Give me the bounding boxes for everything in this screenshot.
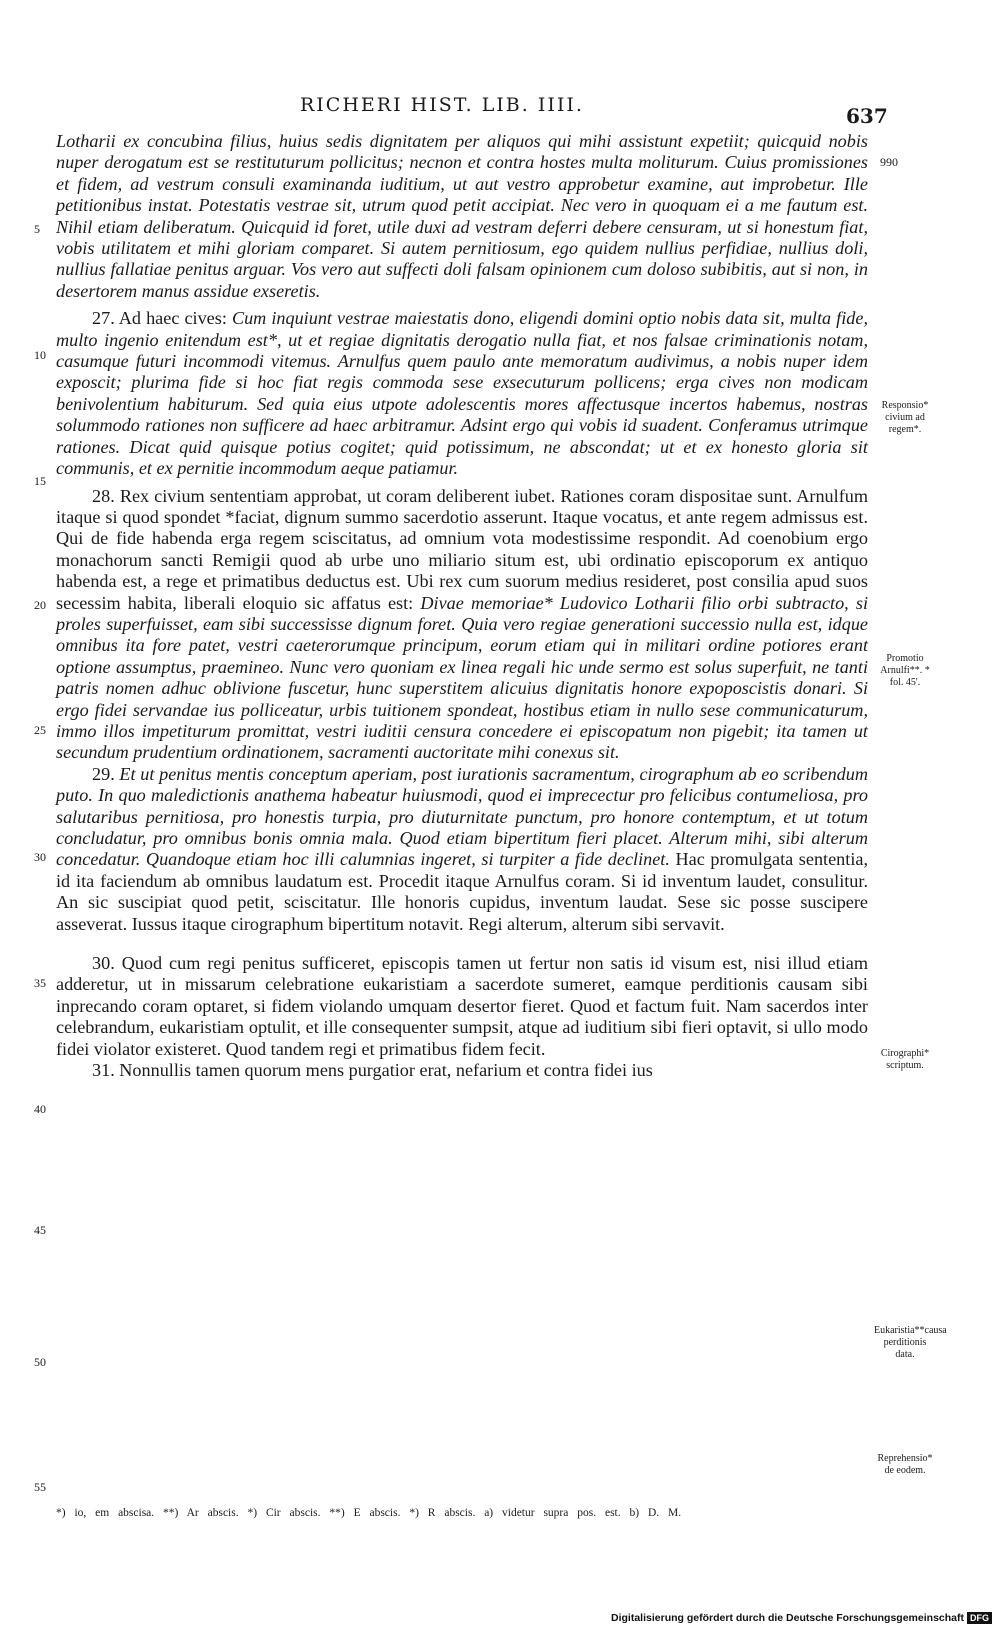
paragraph-text: Cum inquiunt vestrae maiestatis dono, eligendi domini optio nobis data sit, multa fide, multo ingenio enitendum est*, ut et regiae dignitatis derogatio nulla fiat, et nos falsae criminationis notam, casumque futuri incommodi vitemus. Arnulfus quem paulo ante memoratum audivimus, a nobis nuper idem exposcit; plurima fide si hoc fiat regis commoda sese exsecuturum pollicens; erga cives non modicam benivolentium habiturum. Sed quia eius utpote adolescentis mores affectusque incertos habemus, nostras solummodo rationes non sufficere ad haec arbitramur. Adsint ergo qui vobis id suadent. Conferamus utrimque rationes. Dicat quid quisque potius cogitet; quid potissimum, ne abscondat; ut et ex honesto gloria sit communis, et ex pernitie incommodum aeque patiamur. — [56, 308, 869, 479]
line-number: 10 — [34, 348, 46, 362]
line-number: 35 — [34, 976, 46, 990]
margin-note: Cirographi* scriptum. — [880, 1048, 930, 1071]
margin-year: 990 — [880, 155, 898, 169]
paragraph-text: Hac promulgata sententia, id ita faciendum ab omnibus laudatum est. Procedit itaque Arnulfus coram. Si id inventum laudet, consulitur. An sic suscipiat quod petit, sciscitatur. Ille honoris cupidus, inventum laudat. Sese sic posse suscipere asseverat. Iussus itaque cirographum bipertitum notavit. Regi alterum, alterum sibi servavit. — [56, 849, 868, 934]
footnote: b) D. M. — [629, 1507, 682, 1519]
footnote: **) E abscis. — [329, 1507, 401, 1519]
page-number: 637 — [846, 104, 888, 128]
line-number: 5 — [34, 222, 40, 236]
footnotes — [56, 1507, 886, 1519]
paragraph-28 — [56, 486, 868, 764]
paragraph-text: Rex civium sententiam approbat, ut coram deliberent iubet. Rationes coram dispositae sunt. Arnulfum itaque si quod spondet *faciat, dignum summo sacerdotio asserunt. Itaque vocatus, et ante regem admissus est. Qui de fide habenda erga regem sciscitatus, ad omnium vota modestissime respondit. Ad coenobium ergo monachorum sancti Remigii quod ab urbe uno miliario situm est, ubi ordinatio episcoporum ex antiquo habenda est, a rege et primatibus deductus est. Ubi rex cum suorum medius resideret, post consilia apud suos secessim habita, liberali eloquio sic affatus est: — [56, 485, 869, 613]
section-number: 29. — [92, 763, 115, 784]
line-number: 25 — [34, 723, 46, 737]
line-number: 45 — [34, 1223, 46, 1237]
running-title: RICHERI HIST. LIB. IIII. — [300, 94, 584, 116]
paragraph-29 — [56, 764, 868, 935]
dfg-logo: DFG — [967, 1612, 992, 1624]
margin-note: Responsio* civium ad regem*. — [881, 400, 929, 435]
royal-speech: Divae memoriae* Ludovico Lotharii filio orbi subtracto, si proles superfuisset, eam sibi successisse dignum foret. Quia vero regiae generationi successio nulla est, idque omnibus ita fore patet, vestri caeterorumque principum, eorum etiam qui in militari ordine potiores erant optione assumptus, praemineo. Nunc vero quoniam ex linea regali hic unde sermo est solus superfuit, ne tanti patris nomen adhuc oblivione fuscetur, hunc superstitem alicuius dignitatis honore expoposcistis donari. Si ergo fidei servandae ius polliceatur, urbis tuitionem spondeat, hostibus etiam in nullo sese communicaturum, immo illos impetiturum promittat, vestri iuditii censura concedere ei episcopatum non pigebit; ita tamen ut secundum prudentium ordinationem, sacramenti auctoritate mihi conexus sit. — [56, 592, 869, 763]
intro-paragraph: Lotharii ex concubina filius, huius sedis dignitatem per aliquos qui mihi assistunt expetiit; quicquid nobis nuper derogatum est se restituturum pollicitus; necnon et contra hostes multa moliturum. Cuius promissiones et fidem, ad vestrum consuli examinanda iuditium, ut aut vestro approbetur examine, aut improbetur. Ille petitionibus instat. Potestatis vestrae sit, utrum quod petit accipiat. Nec vero in quoquam ei a me fautum est. Nihil etiam deliberatum. Quicquid id foret, utile duxi ad vestram deferri debere censuram, ut si honestum fiat, vobis utilitatem et mihi gloriam comparet. Si autem pernitiosum, ego quidem nullius perfidiae, nullius doli, nullius fallatiae penitus arguar. Vos vero aut suffecti doli falsam opinionem cum doloso subibitis, aut si non, in desertorem manus assidue exseretis. — [56, 131, 868, 301]
line-number: 30 — [34, 850, 46, 864]
footnote: a) videtur supra pos. est. — [484, 1507, 621, 1519]
line-number: 20 — [34, 598, 46, 612]
footnote: *) io, em abscisa. — [56, 1507, 155, 1519]
section-number: 30. — [92, 953, 115, 974]
line-number: 15 — [34, 474, 46, 488]
paragraph-text: Quod cum regi penitus sufficeret, episcopis tamen ut fertur non satis id visum est, nisi illud etiam adderetur, ut in missarum celebratione eukaristiam a sacerdote sumeret, eamque perditionis causam sibi inprecando coram optaret, si fidem violando umquam desertor fieret. Quod et factum fuit. Nam sacerdos inter celebrandum, eukaristiam optulit, et ille consequenter sumpsit, atque ad iuditium sibi fieri optavit, si ullo modo fidei violator existeret. Quod tandem regi et primatibus fidem fecit. — [56, 953, 868, 1059]
line-number: 55 — [34, 1480, 46, 1494]
paragraph-text: Nonnullis tamen quorum mens purgatior erat, nefarium et contra fidei ius — [119, 1060, 653, 1081]
footnote: *) R abscis. — [409, 1507, 476, 1519]
paragraph-lead: Ad haec cives: — [118, 308, 227, 329]
royal-speech-continued: Et ut penitus mentis conceptum aperiam, post iurationis sacramentum, cirographum ab eo scribendum puto. In quo maledictionis anathema habeatur huiusmodi, quod ei imprecectur pro felicibus contumeliosa, pro salutaribus pernitiosa, pro honestis turpia, pro diuturnitate punctum, pro honore contemptum, et ut totum concludatur, pro omnibus bonis omnia mala. Quod etiam bipertitum fieri placet. Alterum mihi, sibi alterum concedatur. Quandoque etiam hoc illi calumnias ingeret, si turpiter a fide declinet. — [56, 763, 869, 870]
paragraph-30 — [56, 953, 868, 1060]
margin-note: Eukaristia**causa perditionis data. — [874, 1325, 947, 1360]
line-number: 40 — [34, 1102, 46, 1116]
paragraph-31 — [56, 1060, 868, 1081]
margin-note: Reprehensio* de eodem. — [877, 1453, 933, 1476]
footnote: **) Ar abscis. — [163, 1507, 239, 1519]
body-text — [56, 131, 868, 1081]
section-number: 28. — [92, 485, 115, 506]
paragraph-27 — [56, 308, 868, 479]
section-number: 27. — [92, 308, 115, 329]
digitization-credit — [611, 1612, 992, 1624]
section-number: 31. — [92, 1060, 115, 1081]
credit-text: Digitalisierung gefördert durch die Deutsche Forschungsgemeinschaft — [611, 1612, 964, 1624]
line-number: 50 — [34, 1355, 46, 1369]
footnote: *) Cir abscis. — [247, 1507, 321, 1519]
margin-note: Promotio Arnulfi**. * fol. 45'. — [880, 653, 930, 688]
